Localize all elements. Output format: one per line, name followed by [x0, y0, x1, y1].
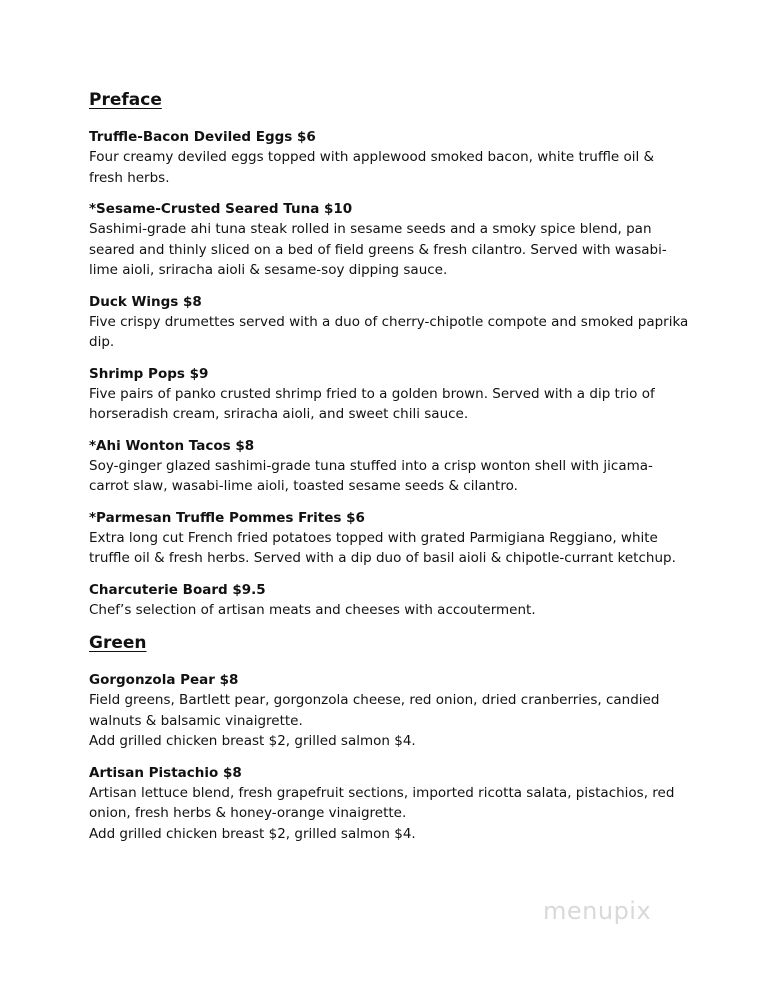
item-title: Artisan Pistachio $8 — [89, 764, 242, 781]
menu-item — [89, 670, 689, 752]
item-title: *Ahi Wonton Tacos $8 — [89, 437, 255, 454]
item-description: Extra long cut French fried potatoes topped with grated Parmigiana Reggiano, white truffle oil & fresh herbs. Served with a dip duo of basil aioli & chipotle-currant ketchup. — [89, 529, 676, 566]
item-title: Truffle-Bacon Deviled Eggs $6 — [89, 129, 316, 145]
item-description: Artisan lettuce blend, fresh grapefruit sections, imported ricotta salata, pistachios, red onion, fresh herbs & honey-orange vinaigrette. — [89, 784, 675, 821]
menu-item — [89, 436, 689, 497]
section-green — [89, 631, 689, 844]
item-title: Duck Wings $8 — [89, 293, 202, 310]
item-addon: Add grilled chicken breast $2, grilled salmon $4. — [89, 825, 416, 842]
menu-item — [89, 199, 689, 281]
section-title: Preface — [89, 90, 162, 110]
menu-item — [89, 763, 689, 845]
item-description: Soy-ginger glazed sashimi-grade tuna stuffed into a crisp wonton shell with jicama-carrot slaw, wasabi-lime aioli, toasted sesame seeds & cilantro. — [89, 457, 653, 494]
menu-item — [89, 127, 689, 188]
menu-item — [89, 508, 689, 569]
item-description: Chef’s selection of artisan meats and cheeses with accouterment. — [89, 601, 536, 618]
item-description: Five pairs of panko crusted shrimp fried to a golden brown. Served with a dip trio of horseradish cream, sriracha aioli, and sweet chili sauce. — [89, 385, 655, 422]
menu-item — [89, 292, 689, 353]
item-description: Five crispy drumettes served with a duo of cherry-chipotle compote and smoked paprika dip. — [89, 313, 689, 350]
menu-item — [89, 580, 689, 621]
item-addon: Add grilled chicken breast $2, grilled salmon $4. — [89, 733, 416, 749]
item-description: Four creamy deviled eggs topped with applewood smoked bacon, white truffle oil & fresh herbs. — [89, 149, 655, 186]
menu-page — [89, 88, 689, 855]
watermark-logo: menupix — [543, 897, 652, 925]
item-title: *Sesame-Crusted Seared Tuna $10 — [89, 201, 353, 217]
item-title: Charcuterie Board $9.5 — [89, 581, 266, 598]
item-title: Shrimp Pops $9 — [89, 365, 209, 382]
item-description: Sashimi-grade ahi tuna steak rolled in sesame seeds and a smoky spice blend, pan seared and thinly sliced on a bed of field greens & fresh cilantro. Served with wasabi-lime aioli, sriracha aioli & sesame-soy dipping sauce. — [89, 221, 667, 278]
section-title: Green — [89, 633, 147, 653]
item-description: Field greens, Bartlett pear, gorgonzola cheese, red onion, dried cranberries, candied walnuts & balsamic vinaigrette. — [89, 692, 660, 729]
section-preface — [89, 88, 689, 620]
item-title: *Parmesan Truffle Pommes Frites $6 — [89, 509, 365, 526]
item-title: Gorgonzola Pear $8 — [89, 672, 239, 688]
menu-item — [89, 364, 689, 425]
